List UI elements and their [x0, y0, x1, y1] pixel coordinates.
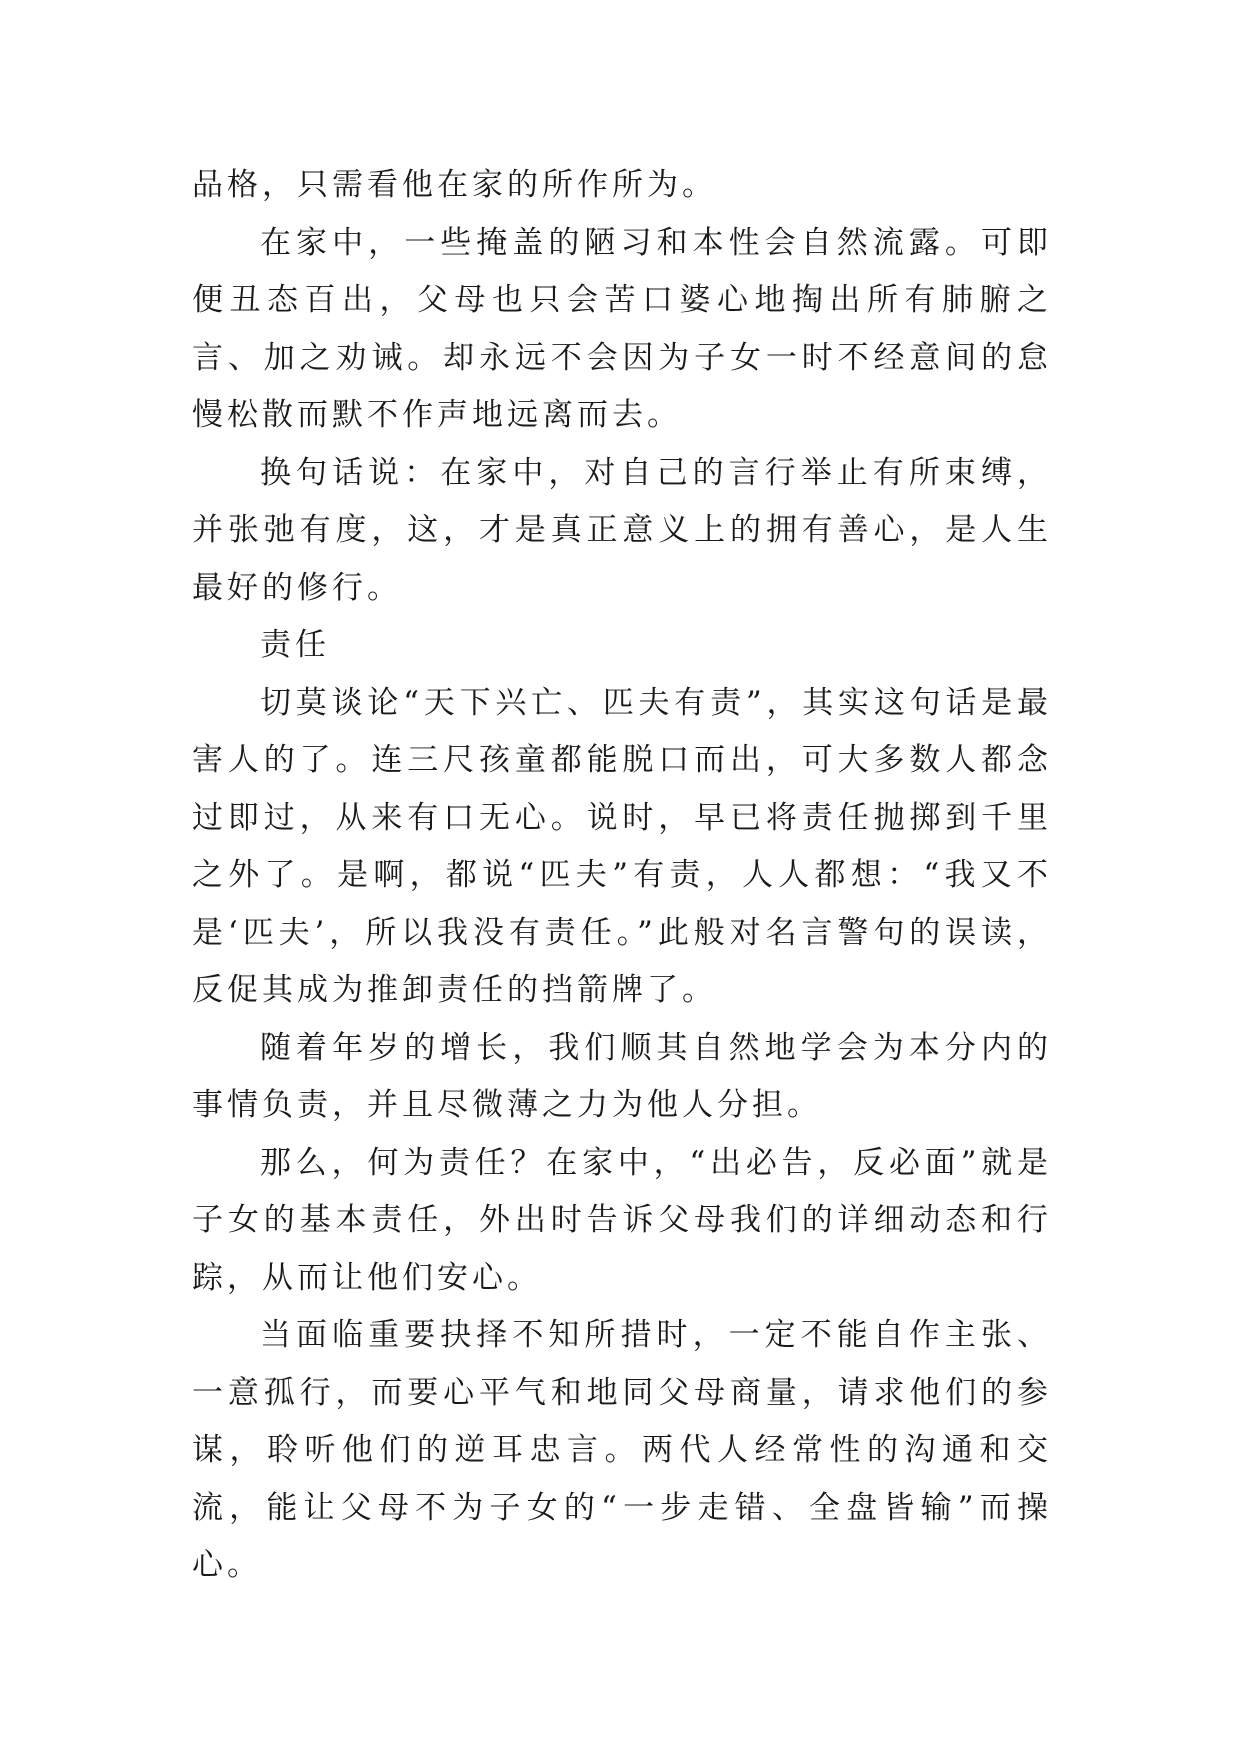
body-text: [192, 157, 1052, 1595]
paragraph-what-is-responsibility: 那么，何为责任？在家中，“出必告，反必面”就是子女的基本责任，外出时告诉父母我们的详细动态和行踪，从而让他们安心。: [192, 1144, 1052, 1296]
paragraph-in-other-words: 换句话说：在家中，对自己的言行举止有所束缚，并张弛有度，这，才是真正意义上的拥有善心，是人生最好的修行。: [192, 454, 1052, 606]
paragraph-continuation: 品格，只需看他在家的所作所为。: [192, 167, 717, 203]
paragraph-home-habits: 在家中，一些掩盖的陋习和本性会自然流露。可即便丑态百出，父母也只会苦口婆心地掏出所有肺腑之言、加之劝诫。却永远不会因为子女一时不经意间的怠慢松散而默不作声地远离而去。: [192, 224, 1052, 433]
paragraph-growing-up: 随着年岁的增长，我们顺其自然地学会为本分内的事情负责，并且尽微薄之力为他人分担。: [192, 1029, 1052, 1123]
section-heading-responsibility: 责任: [260, 627, 330, 663]
paragraph-important-decisions: 当面临重要抉择不知所措时，一定不能自作主张、一意孤行，而要心平气和地同父母商量，请求他们的参谋，聆听他们的逆耳忠言。两代人经常性的沟通和交流，能让父母不为子女的“一步走错、全盘皆输”而操心。: [192, 1317, 1052, 1583]
paragraph-common-saying: 切莫谈论“天下兴亡、匹夫有责”，其实这句话是最害人的了。连三尺孩童都能脱口而出，可大多数人都念过即过，从来有口无心。说时，早已将责任抛掷到千里之外了。是啊，都说“匹夫”有责，人人都想：“我又不是‘匹夫’，所以我没有责任。”此般对名言警句的误读，反促其成为推卸责任的挡箭牌了。: [192, 684, 1052, 1008]
